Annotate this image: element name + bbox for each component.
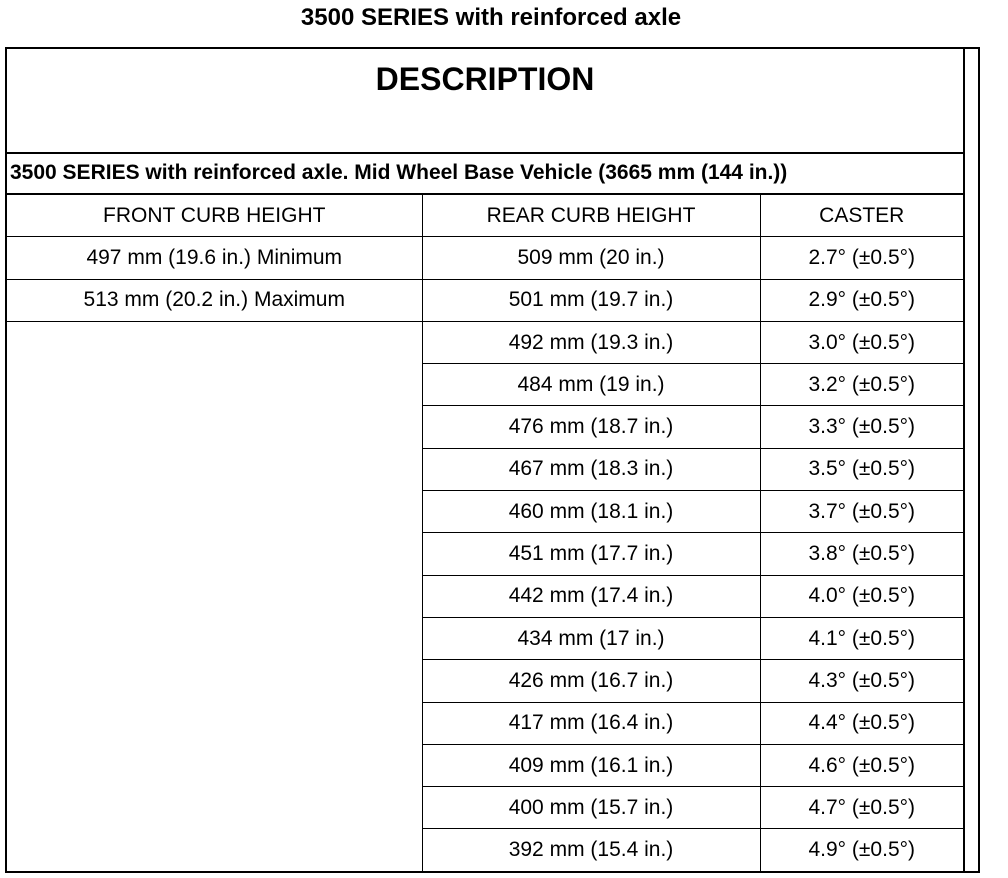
caster-cell: 3.5° (±0.5°) <box>760 448 963 490</box>
rear-curb-height-cell: 460 mm (18.1 in.) <box>422 491 760 533</box>
description-heading: DESCRIPTION <box>375 61 595 97</box>
rear-curb-height-cell: 451 mm (17.7 in.) <box>422 533 760 575</box>
front-curb-height-cell <box>7 491 422 533</box>
caster-cell: 3.0° (±0.5°) <box>760 321 963 363</box>
spec-table-frame <box>5 47 980 873</box>
rear-curb-height-cell: 442 mm (17.4 in.) <box>422 575 760 617</box>
front-curb-height-cell <box>7 321 422 363</box>
caster-cell: 4.4° (±0.5°) <box>760 702 963 744</box>
rear-curb-height-cell: 492 mm (19.3 in.) <box>422 321 760 363</box>
front-curb-height-cell <box>7 364 422 406</box>
table-body <box>7 237 963 871</box>
table-row <box>7 279 963 321</box>
table-row <box>7 237 963 279</box>
table-row <box>7 744 963 786</box>
caster-cell: 2.7° (±0.5°) <box>760 237 963 279</box>
front-curb-height-cell <box>7 575 422 617</box>
table-row <box>7 406 963 448</box>
front-curb-height-cell <box>7 448 422 490</box>
front-curb-height-cell <box>7 829 422 871</box>
caster-cell: 4.1° (±0.5°) <box>760 617 963 659</box>
rear-curb-height-cell: 426 mm (16.7 in.) <box>422 660 760 702</box>
caster-cell: 3.8° (±0.5°) <box>760 533 963 575</box>
rear-curb-height-cell: 400 mm (15.7 in.) <box>422 787 760 829</box>
caster-cell: 4.3° (±0.5°) <box>760 660 963 702</box>
rear-curb-height-cell: 509 mm (20 in.) <box>422 237 760 279</box>
table-header-row <box>7 195 963 237</box>
front-curb-height-cell <box>7 660 422 702</box>
table-row <box>7 660 963 702</box>
front-curb-height-cell <box>7 787 422 829</box>
column-header-caster: CASTER <box>760 195 963 237</box>
table-row <box>7 575 963 617</box>
curb-height-table <box>7 195 963 871</box>
caster-cell: 2.9° (±0.5°) <box>760 279 963 321</box>
table-row <box>7 829 963 871</box>
caster-cell: 4.0° (±0.5°) <box>760 575 963 617</box>
table-subtitle: 3500 SERIES with reinforced axle. Mid Wheel Base Vehicle (3665 mm (144 in.)) <box>10 161 788 184</box>
caster-cell: 4.7° (±0.5°) <box>760 787 963 829</box>
table-row <box>7 491 963 533</box>
page-title: 3500 SERIES with reinforced axle <box>300 4 682 31</box>
front-curb-height-cell <box>7 702 422 744</box>
table-row <box>7 448 963 490</box>
front-curb-height-cell: 513 mm (20.2 in.) Maximum <box>7 279 422 321</box>
rear-curb-height-cell: 392 mm (15.4 in.) <box>422 829 760 871</box>
caster-cell: 4.9° (±0.5°) <box>760 829 963 871</box>
front-curb-height-cell <box>7 406 422 448</box>
table-row <box>7 617 963 659</box>
caster-cell: 4.6° (±0.5°) <box>760 744 963 786</box>
table-row <box>7 533 963 575</box>
column-header-rear-curb-height: REAR CURB HEIGHT <box>422 195 760 237</box>
column-header-front-curb-height: FRONT CURB HEIGHT <box>7 195 422 237</box>
caster-cell: 3.2° (±0.5°) <box>760 364 963 406</box>
rear-curb-height-cell: 501 mm (19.7 in.) <box>422 279 760 321</box>
rear-curb-height-cell: 434 mm (17 in.) <box>422 617 760 659</box>
caster-cell: 3.7° (±0.5°) <box>760 491 963 533</box>
table-row <box>7 321 963 363</box>
rear-curb-height-cell: 476 mm (18.7 in.) <box>422 406 760 448</box>
front-curb-height-cell <box>7 533 422 575</box>
caster-cell: 3.3° (±0.5°) <box>760 406 963 448</box>
table-row <box>7 702 963 744</box>
rear-curb-height-cell: 467 mm (18.3 in.) <box>422 448 760 490</box>
rear-curb-height-cell: 409 mm (16.1 in.) <box>422 744 760 786</box>
rear-curb-height-cell: 484 mm (19 in.) <box>422 364 760 406</box>
front-curb-height-cell: 497 mm (19.6 in.) Minimum <box>7 237 422 279</box>
rear-curb-height-cell: 417 mm (16.4 in.) <box>422 702 760 744</box>
table-row <box>7 364 963 406</box>
right-margin-rule <box>963 49 965 871</box>
table-row <box>7 787 963 829</box>
front-curb-height-cell <box>7 744 422 786</box>
heading-divider <box>7 152 963 154</box>
front-curb-height-cell <box>7 617 422 659</box>
